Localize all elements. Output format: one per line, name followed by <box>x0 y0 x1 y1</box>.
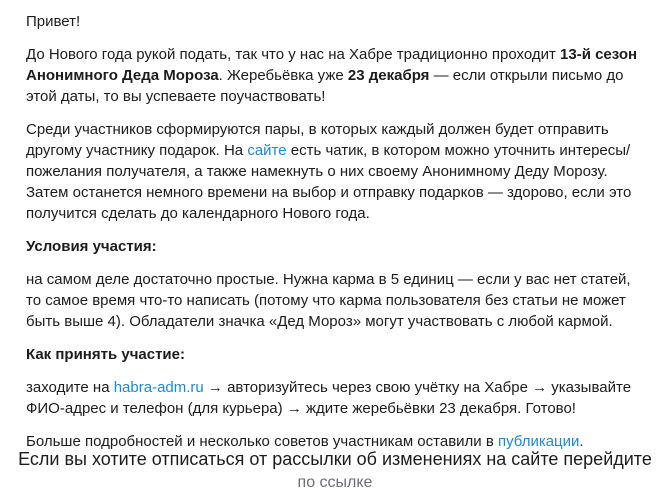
more-text-1: Больше подробностей и несколько советов участникам оставили в <box>26 433 498 450</box>
unsubscribe-link[interactable]: по ссылке <box>297 474 373 491</box>
greeting: Привет! <box>26 13 81 30</box>
howto-text-2: → авторизуйтесь через свою учётку на Хабре → указывайте ФИО-адрес и телефон (для курьера) → ждите жеребьёвки 23 декабря. Готово! <box>26 379 632 417</box>
conditions-heading-text: Условия участия: <box>26 238 157 255</box>
pairs-text-1: Среди участников сформируются пары, в которых каждый должен будет отправить другому участнику подарок. На <box>26 121 609 159</box>
conditions-heading <box>26 236 642 257</box>
more-text-2: . <box>579 433 584 450</box>
intro-paragraph <box>26 44 642 107</box>
intro-text-3: — если открыли письмо до этой даты, то вы успеваете поучаствовать! <box>26 67 624 105</box>
habra-adm-link[interactable]: habra-adm.ru <box>113 379 204 396</box>
intro-text-2: . Жеребьёвка уже <box>218 67 348 84</box>
howto-heading-text: Как принять участие: <box>26 346 185 363</box>
site-link[interactable]: сайте <box>247 142 287 159</box>
unsubscribe-line <box>0 471 658 494</box>
draw-date-highlight: 23 декабря <box>347 67 430 84</box>
pairs-text-2: есть чатик, в котором можно уточнить интересы/пожелания получателя, а также намекнуть о них своему Анонимному Деду Морозу. Затем останется немного времени на выбор и отправку подарков — здорово, если это получится сделать до календарного Нового года. <box>26 142 632 222</box>
conditions-paragraph: на самом деле достаточно простые. Нужна карма в 5 единиц — если у вас нет статей, то самое время что-то написать (потому что карма пользователя без статьи не может быть выше 4). Обладатели значка «Дед Мороз» могут участвовать с любой кармой. <box>26 271 631 330</box>
publication-link[interactable]: публикации <box>497 433 580 450</box>
howto-heading <box>26 344 642 365</box>
pairs-paragraph <box>26 119 642 224</box>
unsubscribe-text: Если вы хотите отписаться от рассылки об изменениях на сайте перейдите <box>18 449 652 469</box>
email-footer <box>0 448 658 494</box>
email-body <box>26 11 642 464</box>
howto-paragraph <box>26 377 642 419</box>
season-highlight: 13-й сезон Анонимного Деда Мороза <box>26 46 638 84</box>
howto-text-1: заходите на <box>26 379 114 396</box>
intro-text-1: До Нового года рукой подать, так что у нас на Хабре традиционно проходит <box>26 46 561 63</box>
